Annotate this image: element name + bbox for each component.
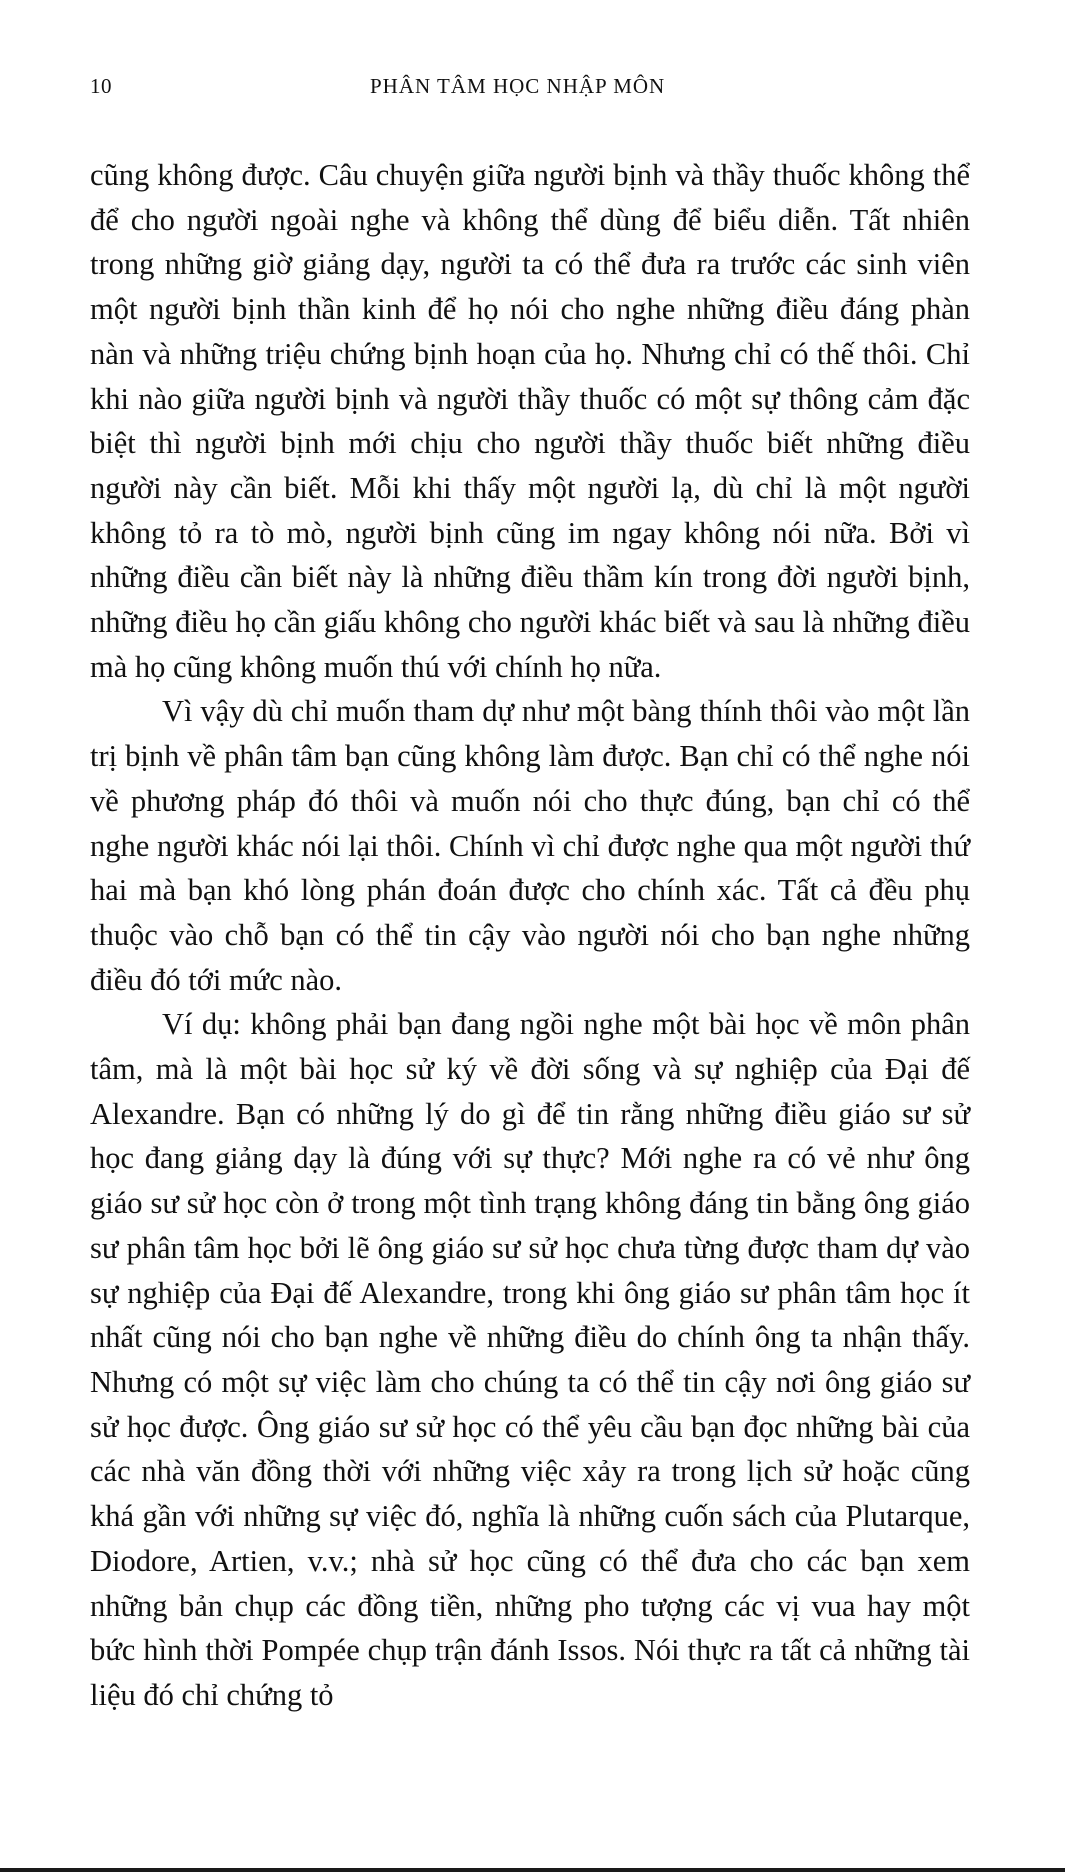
book-title: PHÂN TÂM HỌC NHẬP MÔN — [370, 74, 666, 98]
page-bottom-edge — [0, 1868, 1065, 1872]
body-text — [90, 153, 970, 1718]
paragraph: Ví dụ: không phải bạn đang ngồi nghe một bài học về môn phân tâm, mà là một bài học sử ký về đời sống và sự nghiệp của Đại đế Alexandre. Bạn có những lý do gì để tin rằng những điều giáo sư sử học đang giảng dạy là đúng với sự thực? Mới nghe ra có vẻ như ông giáo sư sử học còn ở trong một tình trạng không đáng tin bằng ông giáo sư phân tâm học bởi lẽ ông giáo sư sử học chưa từng được tham dự vào sự nghiệp của Đại đế Alexandre, trong khi ông giáo sư phân tâm học ít nhất cũng nói cho bạn nghe về những điều do chính ông ta nhận thấy. Nhưng có một sự việc làm cho chúng ta có thể tin cậy nơi ông giáo sư sử học được. Ông giáo sư sử học có thể yêu cầu bạn đọc những bài của các nhà văn đồng thời với những việc xảy ra trong lịch sử hoặc cũng khá gần với những sự việc đó, nghĩa là những cuốn sách của Plutarque, Diodore, Artien, v.v.; nhà sử học cũng có thể đưa cho các bạn xem những bản chụp các đồng tiền, những pho tượng các vị vua hay một bức hình thời Pompée chụp trận đánh Issos. Nói thực ra tất cả những tài liệu đó chỉ chứng tỏ — [90, 1007, 970, 1712]
paragraph: Vì vậy dù chỉ muốn tham dự như một bàng thính thôi vào một lần trị bịnh về phân tâm bạn cũng không làm được. Bạn chỉ có thể nghe nói về phương pháp đó thôi và muốn nói cho thực đúng, bạn chỉ có thể nghe người khác nói lại thôi. Chính vì chỉ được nghe qua một người thứ hai mà bạn khó lòng phán đoán được cho chính xác. Tất cả đều phụ thuộc vào chỗ bạn có thể tin cậy vào người nói cho bạn nghe những điều đó tới mức nào. — [90, 694, 970, 997]
paragraph: cũng không được. Câu chuyện giữa người bịnh và thầy thuốc không thể để cho người ngoài nghe và không thể dùng để biểu diễn. Tất nhiên trong những giờ giảng dạy, người ta có thể đưa ra trước các sinh viên một người bịnh thần kinh để họ nói cho nghe những điều đáng phàn nàn và những triệu chứng bịnh hoạn của họ. Nhưng chỉ có thế thôi. Chỉ khi nào giữa người bịnh và người thầy thuốc có một sự thông cảm đặc biệt thì người bịnh mới chịu cho người thầy thuốc biết những điều người này cần biết. Mỗi khi thấy một người lạ, dù chỉ là một người không tỏ ra tò mò, người bịnh cũng im ngay không nói nữa. Bởi vì những điều cần biết này là những điều thầm kín trong đời người bịnh, những điều họ cần giấu không cho người khác biết và sau là những điều mà họ cũng không muốn thú với chính họ nữa. — [90, 158, 970, 684]
running-header — [90, 74, 990, 104]
page-number: 10 — [90, 74, 112, 98]
